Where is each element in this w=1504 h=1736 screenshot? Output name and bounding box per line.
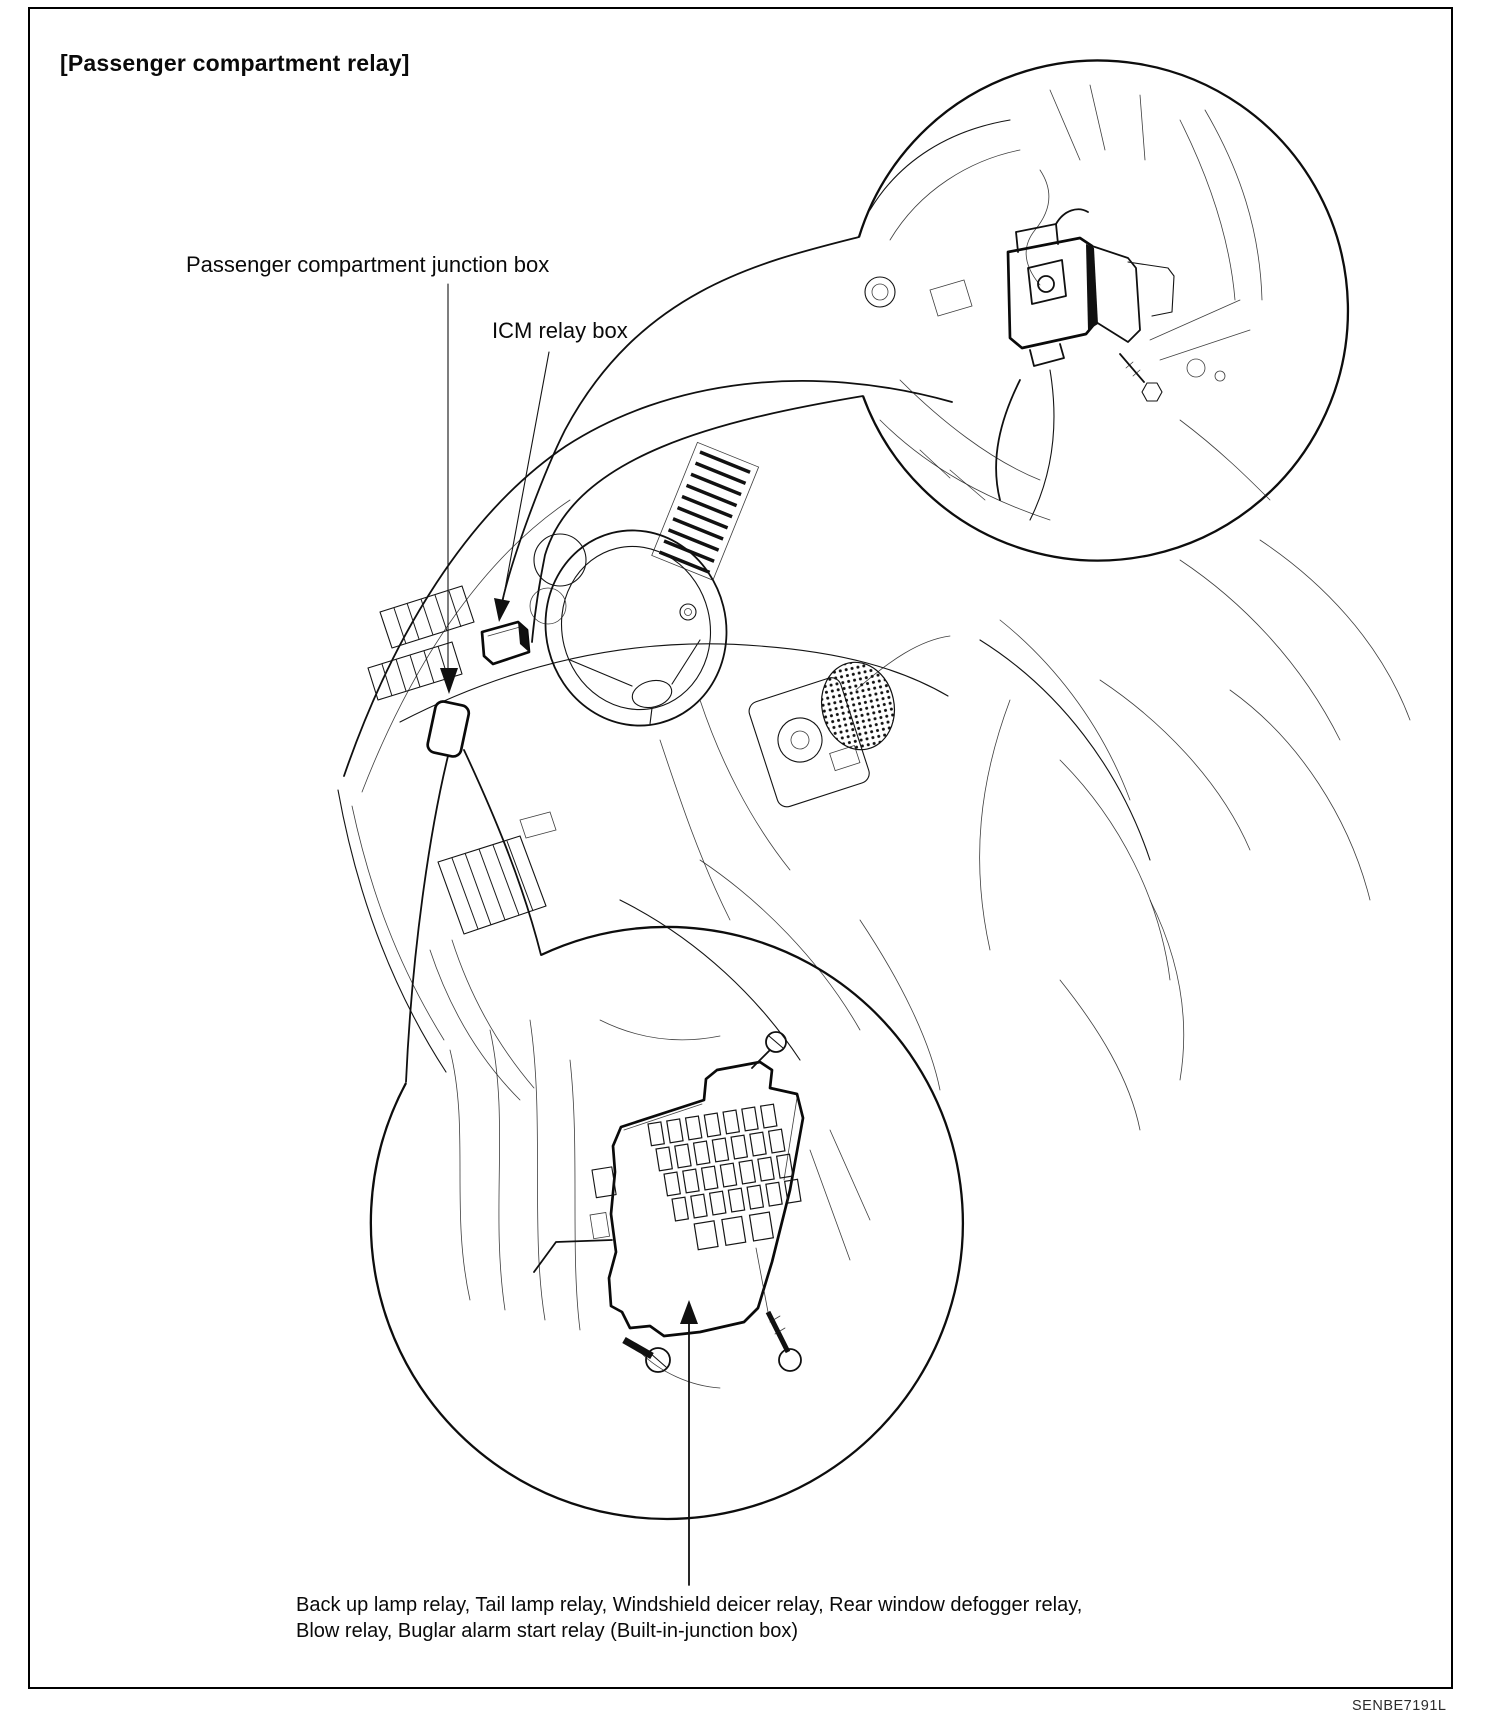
bottom-callout-circle (371, 927, 963, 1519)
washer-ring (865, 277, 895, 307)
car-interior-sketch (338, 381, 1410, 1130)
screw-top (752, 1032, 786, 1068)
caption-line-2: Blow relay, Buglar alarm start relay (Built-in-junction box) (296, 1620, 799, 1642)
dash-knob (680, 604, 696, 620)
instrument-cluster-vent (652, 442, 759, 580)
small-ring (1187, 359, 1205, 377)
top-callout (500, 61, 1348, 642)
screw-bottom-left (624, 1340, 670, 1372)
bottom-callout (371, 750, 963, 1585)
label-junction-box: Passenger compartment junction box (186, 252, 550, 277)
figure-code: SENBE7191L (1352, 1698, 1447, 1714)
speaker-grille (814, 655, 903, 756)
down-arrow-icon (440, 668, 458, 694)
up-arrow-icon (680, 1300, 698, 1585)
left-dash-vent (368, 586, 474, 700)
bottom-funnel-right (464, 750, 541, 955)
fuse-grid (648, 1102, 806, 1254)
top-funnel-upper (500, 237, 859, 612)
top-funnel-lower (532, 396, 863, 642)
label-icm-relay-box: ICM relay box (492, 318, 628, 343)
steering-wheel (525, 511, 747, 745)
top-callout-circle (859, 61, 1348, 561)
caption-line-1: Back up lamp relay, Tail lamp relay, Windshield deicer relay, Rear window defogger relay, (296, 1594, 1083, 1616)
bottom-funnel-left (406, 756, 448, 1082)
top-callout-sketch (870, 85, 1270, 520)
down-arrow-icon-2 (494, 598, 510, 622)
icm-relay-box-marker (482, 622, 529, 664)
relay-list-caption (296, 1592, 1082, 1644)
screw-bottom-right (756, 1248, 801, 1371)
mounting-bolt (1120, 354, 1162, 401)
small-ring-2 (1215, 371, 1225, 381)
lower-left-trim-hatch (430, 836, 546, 1100)
page-title: [Passenger compartment relay] (60, 50, 410, 76)
